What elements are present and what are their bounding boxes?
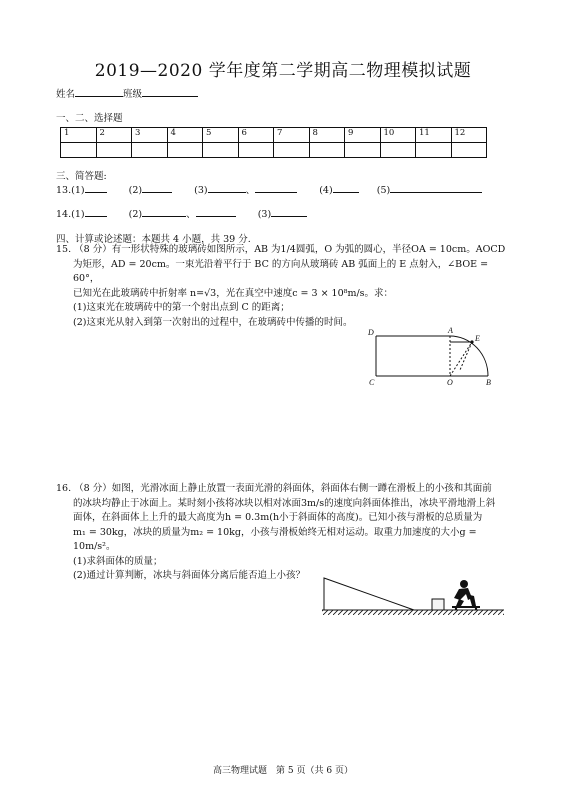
q13-4-label: (4)	[319, 185, 333, 196]
q14-2b-blank[interactable]	[196, 206, 236, 217]
q13-1-blank[interactable]	[85, 182, 107, 193]
answer-table-header-12: 12	[451, 128, 487, 143]
page-footer: 高三物理试题 第 5 页（共 6 页）	[213, 766, 353, 776]
answer-cell-10[interactable]	[380, 143, 416, 158]
refracted-ray-dashed	[460, 342, 472, 370]
answer-table-header-2: 2	[96, 128, 132, 143]
q14-3-label: (3)	[257, 209, 272, 220]
label-B: B	[486, 378, 491, 387]
q14-2-label: (2)	[128, 209, 143, 220]
incline-ice-child-figure	[318, 570, 508, 622]
answer-cell-5[interactable]	[203, 143, 239, 158]
class-blank[interactable]	[142, 86, 198, 97]
q13-1-label: 13.(1)	[56, 185, 85, 196]
glass-brick-figure	[362, 322, 502, 392]
name-blank[interactable]	[75, 86, 123, 97]
q16-line-6: (2)通过计算判断，冰块与斜面体分离后能否追上小孩？	[73, 570, 305, 581]
answer-table-header-7: 7	[274, 128, 310, 143]
answer-table-header-1: 1	[61, 128, 97, 143]
answer-table-header-4: 4	[167, 128, 203, 143]
answer-table-header-11: 11	[416, 128, 452, 143]
q16-line-3: 面体，在斜面体上上升的最大高度为h = 0.3m(h小于斜面体的高度)。已知小孩与滑板的总质量为	[73, 512, 483, 523]
q14-3-blank[interactable]	[271, 206, 307, 217]
name-label: 姓名	[56, 89, 76, 100]
q15-line-2: 为矩形，AD = 20cm。一束光沿着平行于 BC 的方向从玻璃砖 AB 弧面上的 E 点射入，∠BOE = 60°，	[73, 258, 489, 284]
section-short-answer-heading: 三、简答题:	[56, 171, 107, 182]
q15-line-5: (2)这束光从射入到第一次射出的过程中，在玻璃砖中传播的时间。	[73, 316, 353, 328]
q13-5-blank[interactable]	[390, 182, 482, 193]
label-D: D	[368, 328, 374, 337]
answer-cell-6[interactable]	[238, 143, 274, 158]
answer-cell-4[interactable]	[167, 143, 203, 158]
answer-cell-11[interactable]	[416, 143, 452, 158]
section-calculation-heading: 四、计算或论述题：本题共 4 小题，共 39 分.	[56, 234, 251, 245]
answer-table-header-8: 8	[309, 128, 345, 143]
q13-2-label: (2)	[128, 185, 143, 196]
answer-cell-1[interactable]	[61, 143, 97, 158]
radius-OE-dashed	[450, 342, 472, 376]
q13-3-label: (3)	[194, 185, 208, 196]
answer-cell-7[interactable]	[274, 143, 310, 158]
section-choice-heading: 一、二、选择题	[56, 113, 123, 124]
q13-2-blank[interactable]	[142, 182, 172, 193]
q16-line-2: 的冰块均静止于冰面上。某时刻小孩将冰块以相对冰面3m/s的速度向斜面体推出，冰块平滑地滑上斜	[73, 497, 496, 509]
answer-cell-9[interactable]	[345, 143, 381, 158]
class-label: 班级	[123, 89, 143, 100]
q13-3b-blank[interactable]	[255, 182, 297, 193]
q16-line-1: 16. （8 分）如图，光滑冰面上静止放置一表面光滑的斜面体，斜面体右侧一蹲在滑板上的小孩和其面前	[56, 483, 492, 494]
short-answer-row-14	[56, 206, 307, 221]
answer-table-header-3: 3	[132, 128, 168, 143]
q15-line-3: 已知光在此玻璃砖中折射率 n=√3，光在真空中速度c = 3 × 10⁸m/s。求：	[73, 287, 394, 299]
answer-cell-12[interactable]	[451, 143, 487, 158]
child-on-skateboard	[452, 580, 480, 610]
incline-block	[324, 578, 414, 610]
question-15	[56, 243, 516, 330]
answer-table-header-10: 10	[380, 128, 416, 143]
label-A: A	[448, 326, 453, 335]
student-info-line	[56, 86, 198, 101]
q15-line-1: 15. （8 分）有一形状特殊的玻璃砖如图所示，AB 为1/4圆弧，O 为弧的圆心，半径OA = 10cm。AOCD	[56, 244, 506, 255]
choice-answer-table	[60, 127, 487, 158]
answer-table-header-6: 6	[238, 128, 274, 143]
ice-cube	[432, 599, 444, 610]
q14-1-label: 14.(1)	[56, 209, 85, 220]
page-title: 2019—2020 学年度第二学期高二物理模拟试题	[94, 61, 472, 81]
q15-line-4: (1)这束光在玻璃砖中的第一个射出点到 C 的距离；	[73, 302, 290, 313]
q14-1-blank[interactable]	[85, 206, 107, 217]
q16-line-4: m₁ = 30kg，冰块的质量为m₂ = 10kg，小孩与滑板始终无相对运动。取重力加速度的大小g = 10m/s²。	[73, 526, 477, 552]
q13-3-separator: 、	[245, 185, 256, 196]
answer-cell-8[interactable]	[309, 143, 345, 158]
q16-line-5: (1)求斜面体的质量；	[73, 555, 163, 567]
q14-2a-blank[interactable]	[142, 206, 186, 217]
question-16	[56, 482, 516, 584]
answer-table-header-5: 5	[203, 128, 239, 143]
answer-table-header-9: 9	[345, 128, 381, 143]
q14-2-separator: 、	[186, 209, 196, 220]
q13-3a-blank[interactable]	[208, 182, 246, 193]
q13-5-label: (5)	[376, 185, 391, 196]
answer-cell-3[interactable]	[132, 143, 168, 158]
label-C: C	[369, 378, 375, 387]
answer-cell-2[interactable]	[96, 143, 132, 158]
q13-4-blank[interactable]	[333, 182, 359, 193]
label-O: O	[447, 378, 453, 387]
label-E: E	[475, 334, 480, 343]
ice-ground-hatch	[322, 610, 504, 615]
short-answer-row-13	[56, 182, 482, 197]
